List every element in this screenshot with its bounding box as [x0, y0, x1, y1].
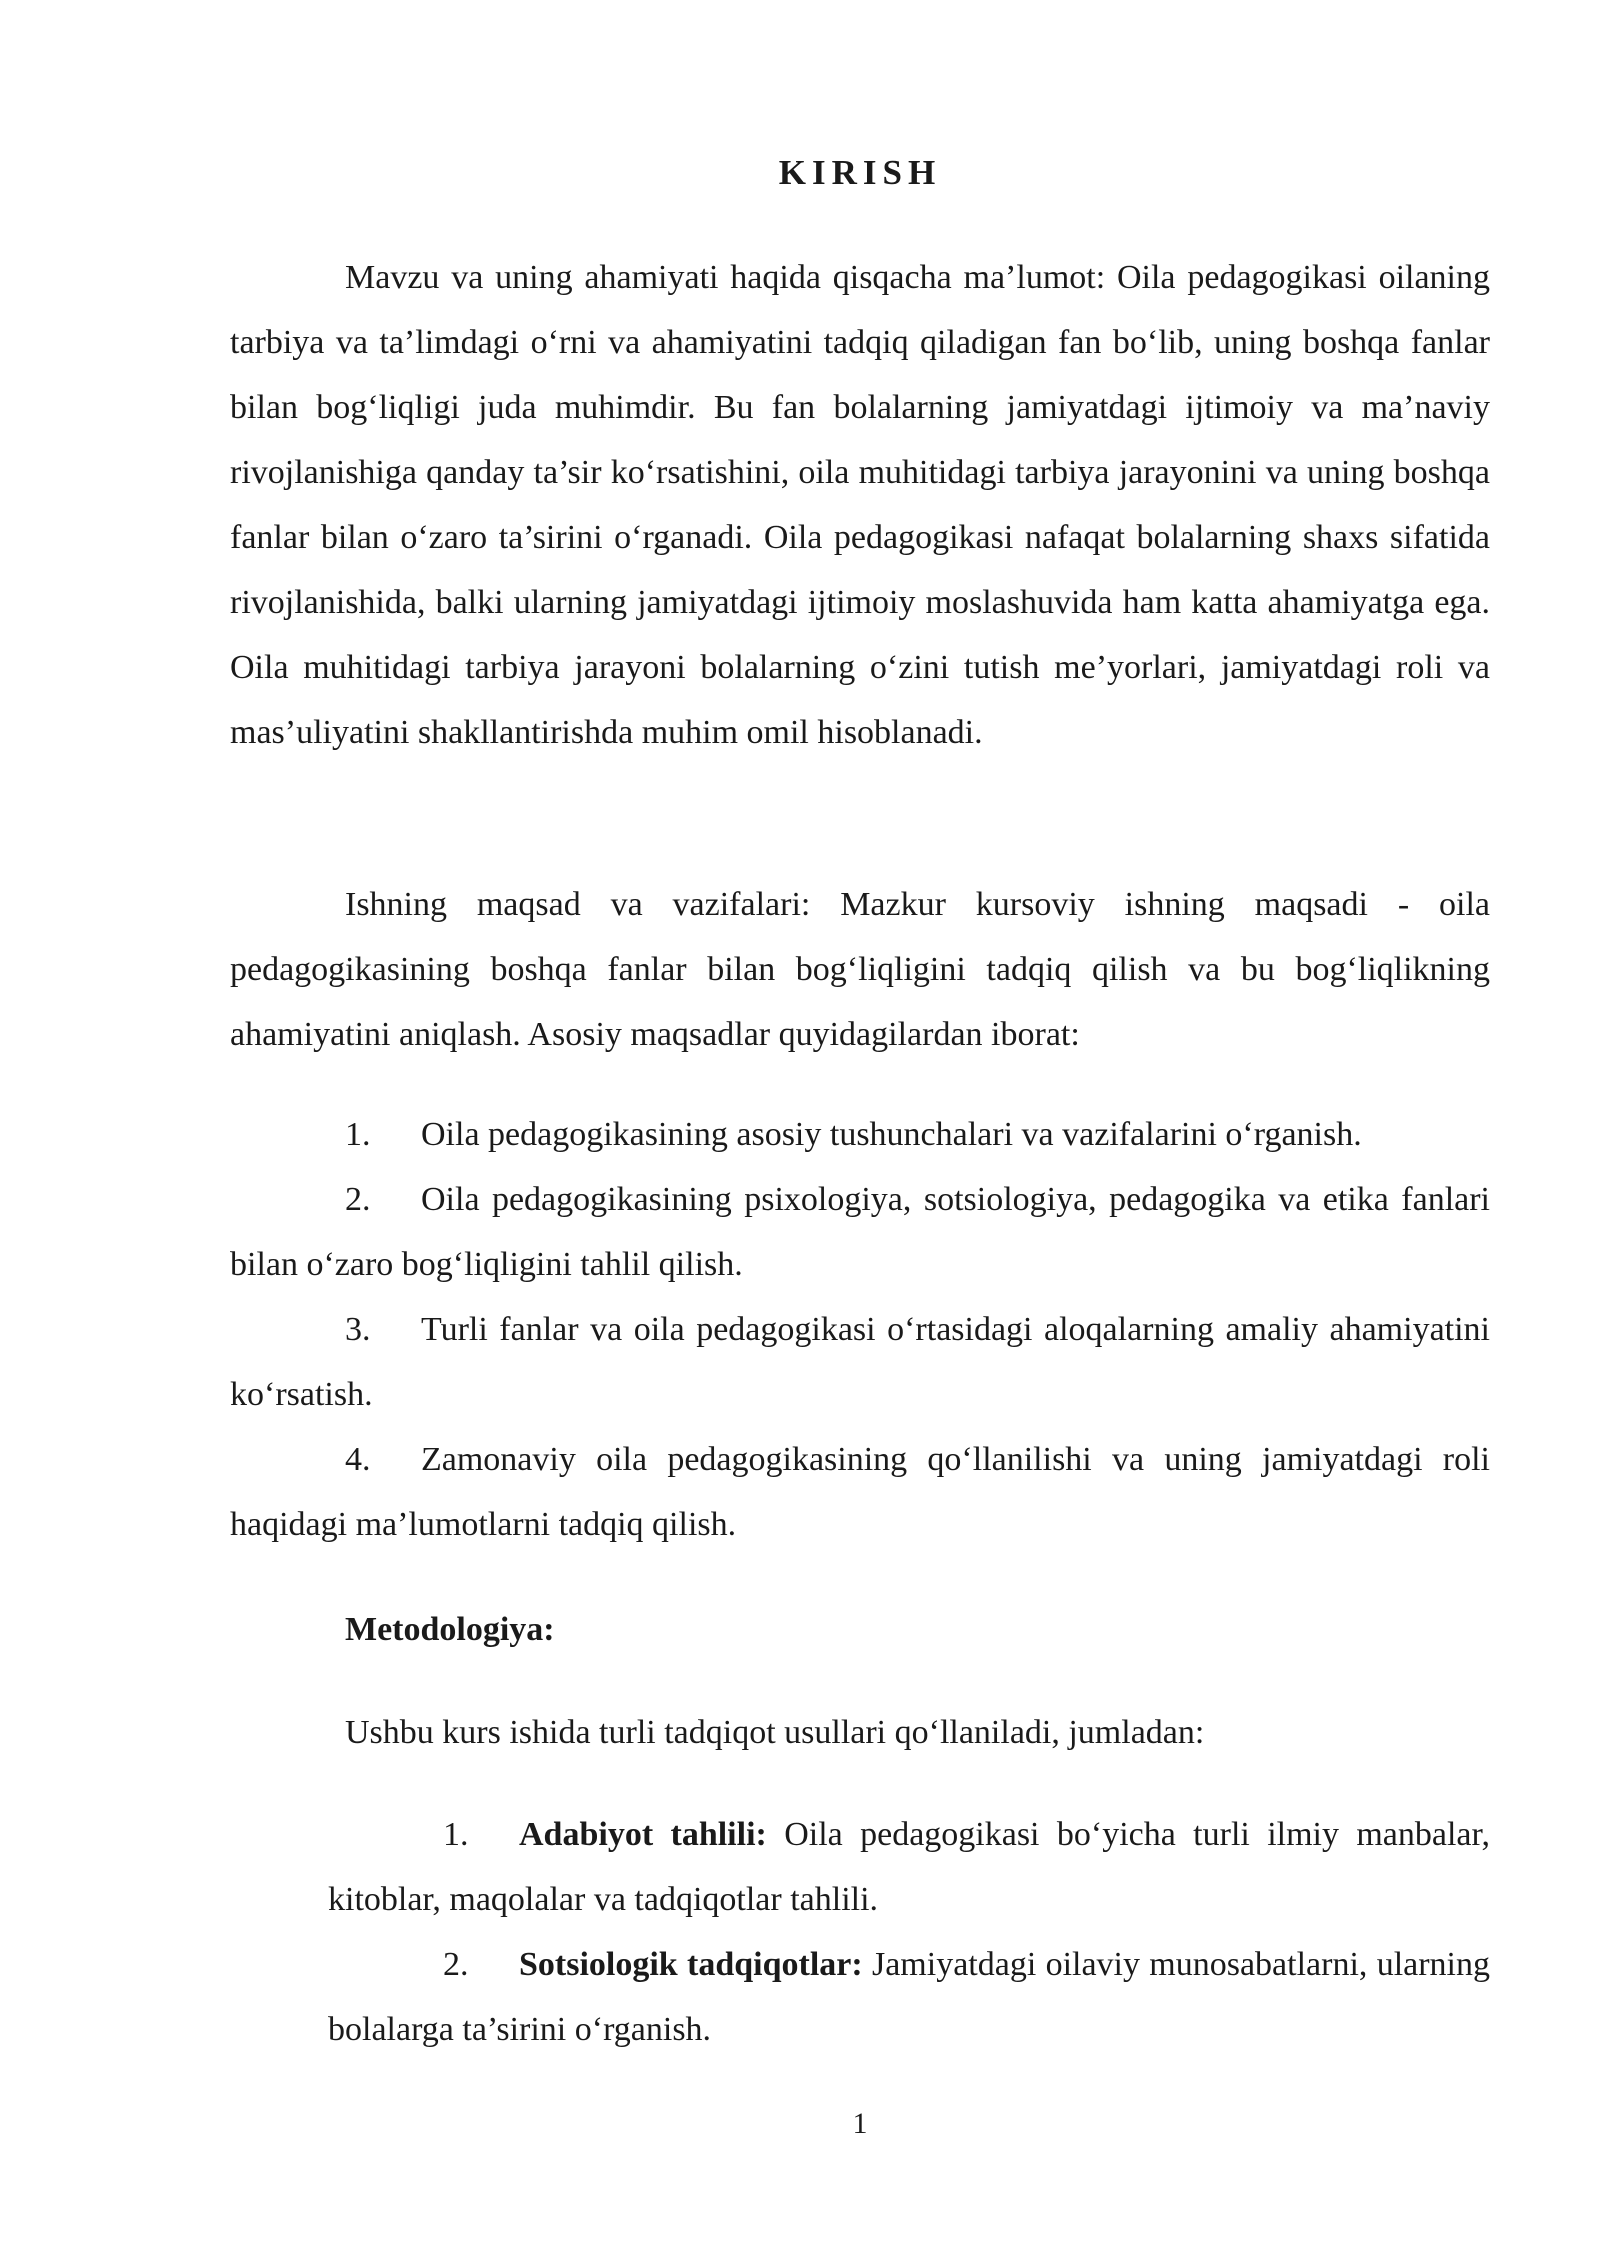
list-item	[230, 1297, 1490, 1427]
page-number: 1	[852, 2107, 868, 2140]
list-item	[328, 1802, 1490, 1932]
goals-paragraph: Ishning maqsad va vazifalari: Mazkur kursoviy ishning maqsadi - oila pedagogikasining boshqa fanlar bilan bog‘liqligini tadqiq qilish va bu bog‘liqlikning ahamiyatini aniqlash. Asosiy maqsadlar quyidagilardan iborat:	[230, 886, 1490, 1053]
methodology-heading: Metodologiya:	[345, 1611, 555, 1648]
list-item-number: 2.	[443, 1946, 469, 1983]
list-item	[230, 1427, 1490, 1557]
list-item	[230, 1167, 1490, 1297]
list-item-number: 1.	[345, 1116, 371, 1153]
list-item-number: 2.	[345, 1181, 371, 1218]
methods-list	[328, 1802, 1490, 2062]
page-title: KIRISH	[778, 153, 942, 192]
list-item-text: Jamiyatdagi oilaviy munosabatlarni, ularning bolalarga ta’sirini o‘rganish.	[328, 1946, 1490, 2048]
list-item-number: 3.	[345, 1311, 371, 1348]
list-item-text: Zamonaviy oila pedagogikasining qo‘llanilishi va uning jamiyatdagi roli haqidagi ma’lumotlarni tadqiq qilish.	[230, 1441, 1490, 1543]
list-item-number: 4.	[345, 1441, 371, 1478]
list-item	[230, 1102, 1490, 1167]
list-item-term: Adabiyot tahlili:	[519, 1816, 767, 1853]
list-item-text: Oila pedagogikasining asosiy tushunchalari va vazifalarini o‘rganish.	[421, 1116, 1362, 1153]
list-item-text: Oila pedagogikasining psixologiya, sotsiologiya, pedagogika va etika fanlari bilan o‘zaro bog‘liqligini tahlil qilish.	[230, 1181, 1490, 1283]
list-item-text: Oila pedagogikasi bo‘yicha turli ilmiy manbalar, kitoblar, maqolalar va tadqiqotlar tahlili.	[328, 1816, 1490, 1918]
list-item-text: Turli fanlar va oila pedagogikasi o‘rtasidagi aloqalarning amaliy ahamiyatini ko‘rsatish.	[230, 1311, 1490, 1413]
goals-list	[230, 1102, 1490, 1557]
methodology-intro: Ushbu kurs ishida turli tadqiqot usullari qo‘llaniladi, jumladan:	[345, 1714, 1205, 1751]
list-item-term: Sotsiologik tadqiqotlar:	[519, 1946, 863, 1983]
intro-paragraph: Mavzu va uning ahamiyati haqida qisqacha ma’lumot: Oila pedagogikasi oilaning tarbiya va ta’limdagi o‘rni va ahamiyatini tadqiq qiladigan fan bo‘lib, uning boshqa fanlar bilan bog‘liqligi juda muhimdir. Bu fan bolalarning jamiyatdagi ijtimoiy va ma’naviy rivojlanishiga qanday ta’sir ko‘rsatishini, oila muhitidagi tarbiya jarayonini va uning boshqa fanlar bilan o‘zaro ta’sirini o‘rganadi. Oila pedagogikasi nafaqat bolalarning shaxs sifatida rivojlanishida, balki ularning jamiyatdagi ijtimoiy moslashuvida ham katta ahamiyatga ega. Oila muhitidagi tarbiya jarayoni bolalarning o‘zini tutish me’yorlari, jamiyatdagi roli va mas’uliyatini shakllantirishda muhim omil hisoblanadi.	[230, 259, 1490, 751]
list-item	[328, 1932, 1490, 2062]
list-item-number: 1.	[443, 1816, 469, 1853]
